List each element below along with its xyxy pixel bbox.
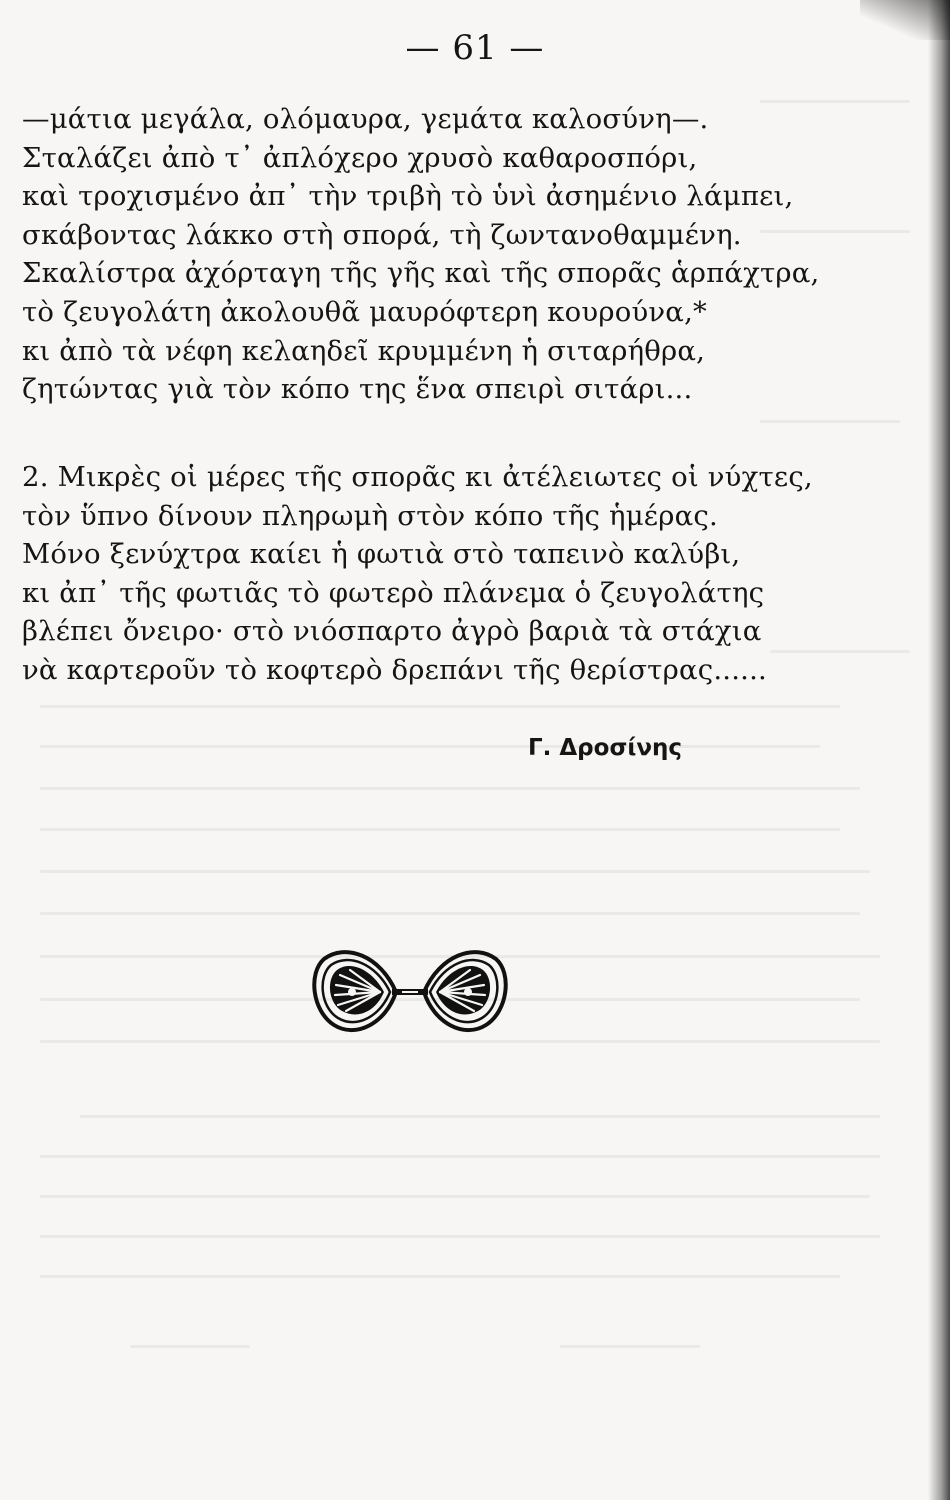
poem-line: —μάτια μεγάλα, ολόμαυρα, γεμάτα καλοσύνη—. xyxy=(22,103,709,135)
poem-line: Σταλάζει ἀπὸ τ᾿ ἀπλόχερο χρυσὸ καθαροσπόρι, xyxy=(22,141,698,174)
poem-line: κι ἀπ᾿ τῆς φωτιᾶς τὸ φωτερὸ πλάνεμα ὁ ζευγολάτης xyxy=(22,576,765,609)
poem-stanza-1 xyxy=(22,100,820,409)
poem-line: Σκαλίστρα ἀχόρταγη τῆς γῆς καὶ τῆς σπορᾶς ἁρπάχτρα, xyxy=(22,257,820,290)
poem-line: τὸν ὕπνο δίνουν πληρωμὴ στὸν κόπο τῆς ἡμέρας. xyxy=(22,499,718,532)
double-leaf-ornament-icon xyxy=(310,945,510,1040)
page-number: — 61 — xyxy=(405,28,545,68)
poem-stanza-2 xyxy=(22,458,813,690)
poem-line: 2. Μικρὲς οἱ μέρες τῆς σπορᾶς κι ἀτέλειωτες οἱ νύχτες, xyxy=(22,461,813,493)
page-binding-shadow xyxy=(928,0,950,1500)
poem-line: Μόνο ξενύχτρα καίει ἡ φωτιὰ στὸ ταπεινὸ καλύβι, xyxy=(22,538,741,571)
poem-line: σκάβοντας λάκκο στὴ σπορά, τὴ ζωντανοθαμμένη. xyxy=(22,218,742,251)
poem-line: νὰ καρτεροῦν τὸ κοφτερὸ δρεπάνι τῆς θερίστρας...... xyxy=(22,653,767,686)
poem-line: τὸ ζευγολάτη ἀκολουθᾶ μαυρόφτερη κουρούνα,* xyxy=(22,295,707,328)
author-signature: Γ. Δροσίνης xyxy=(527,735,682,761)
poem-line: κι ἀπὸ τὰ νέφη κελαηδεῖ κρυμμένη ἡ σιταρήθρα, xyxy=(22,334,706,367)
poem-line: καὶ τροχισμένο ἀπ᾿ τὴν τριβὴ τὸ ὑνὶ ἀσημένιο λάμπει, xyxy=(22,180,794,213)
poem-line: ζητώντας γιὰ τὸν κόπο της ἕνα σπειρὶ σιτάρι... xyxy=(22,373,693,406)
poem-line: βλέπει ὄνειρο· στὸ νιόσπαρτο ἀγρὸ βαριὰ τὰ στάχια xyxy=(22,615,762,648)
